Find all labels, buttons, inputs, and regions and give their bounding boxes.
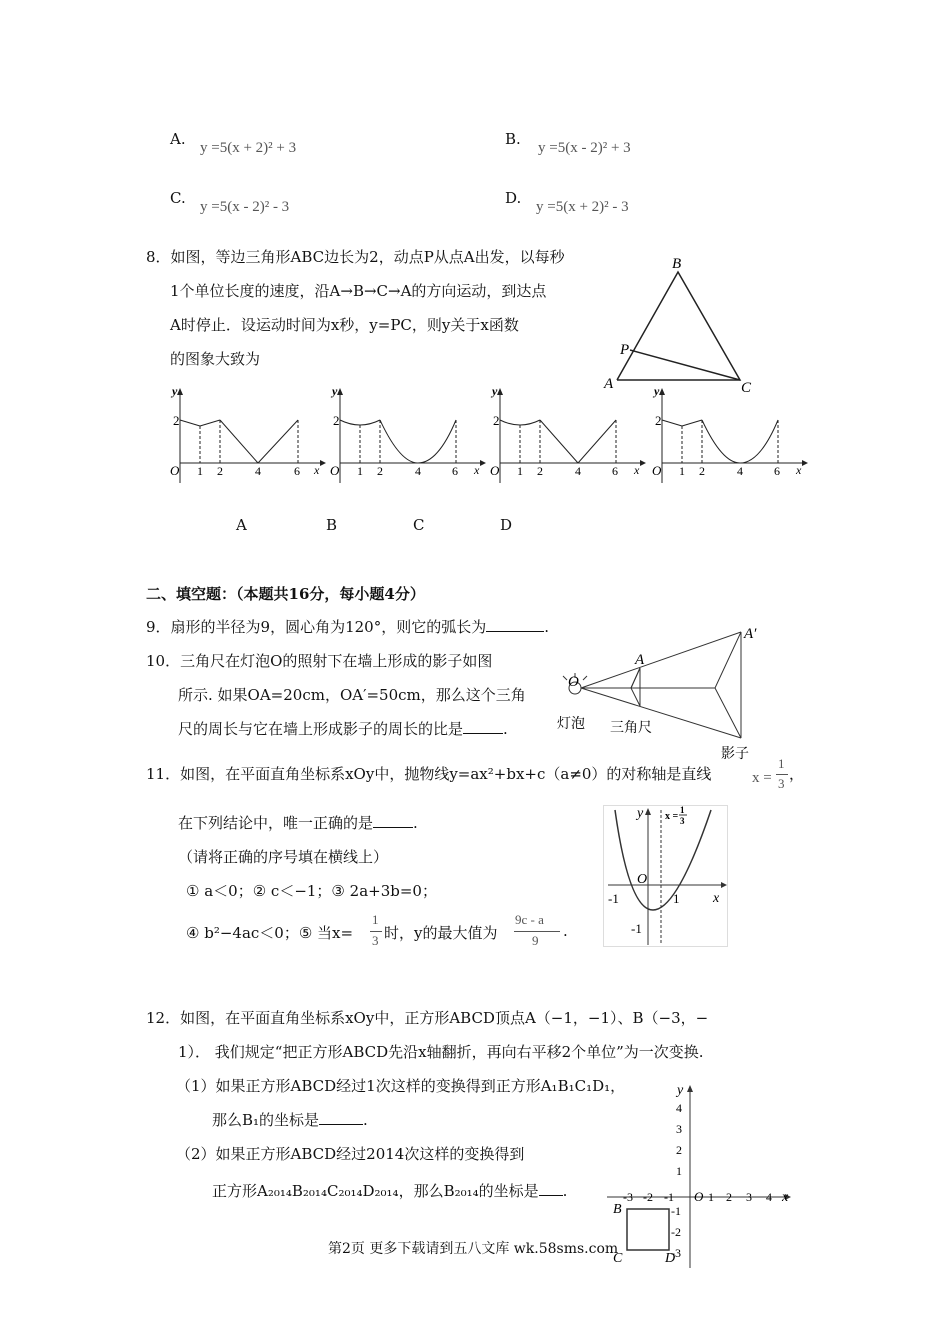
q11-line-5b: 时，y的最大值为 xyxy=(384,924,498,942)
svg-text:1: 1 xyxy=(673,891,680,906)
q8-line-1: 8．如图，等边三角形ABC边长为2，动点P从点A出发，以每秒 xyxy=(146,248,565,266)
svg-text:-2: -2 xyxy=(643,1190,653,1204)
svg-text:x =: x = xyxy=(665,811,679,822)
svg-text:O: O xyxy=(330,463,340,478)
svg-text:A′: A′ xyxy=(744,626,757,642)
q11-x-bar xyxy=(370,931,382,932)
svg-text:三角尺: 三角尺 xyxy=(610,721,652,736)
choice-c: C xyxy=(413,516,425,534)
q12-line-3: （1）如果正方形ABCD经过1次这样的变换得到正方形A₁B₁C₁D₁， xyxy=(176,1077,626,1095)
tri-label-p: P xyxy=(620,342,630,358)
svg-text:6: 6 xyxy=(774,464,780,478)
q11-axis-x: x = xyxy=(752,770,772,786)
q10-line-1: 10．三角尺在灯泡O的照射下在墙上形成的影子如图 xyxy=(146,652,493,670)
svg-text:1: 1 xyxy=(679,464,685,478)
option-b-formula: y =5(x - 2)² + 3 xyxy=(538,140,631,156)
q12-line-6: 正方形A₂₀₁₄B₂₀₁₄C₂₀₁₄D₂₀₁₄，那么B₂₀₁₄的坐标是 . xyxy=(212,1182,568,1200)
svg-text:-1: -1 xyxy=(631,921,642,936)
svg-text:4: 4 xyxy=(737,464,743,478)
svg-text:1: 1 xyxy=(357,464,363,478)
q11-max-bar xyxy=(514,931,560,932)
triangle-figure xyxy=(600,250,760,395)
q12-line-2: 1）． 我们规定“把正方形ABCD先沿x轴翻折，再向右平移2个单位”为一次变换. xyxy=(178,1043,704,1061)
section-title: 二、填空题：（本题共16分，每小题4分） xyxy=(146,585,425,603)
svg-text:1: 1 xyxy=(680,805,685,815)
svg-text:D: D xyxy=(665,1251,676,1266)
svg-text:2: 2 xyxy=(173,413,180,428)
option-a-label: A. xyxy=(170,130,186,148)
choice-d: D xyxy=(500,516,513,534)
q8-line-2: 1个单位长度的速度，沿A→B→C→A的方向运动，到达点 xyxy=(170,282,547,300)
q11-comma: ， xyxy=(789,765,805,783)
svg-text:-2: -2 xyxy=(671,1225,681,1239)
q11-frac-bar xyxy=(776,774,788,775)
choice-b: B xyxy=(326,516,338,534)
svg-text:O: O xyxy=(170,463,180,478)
graph-a xyxy=(160,383,330,493)
q8-line-3: A时停止．设运动时间为x秒，y=PC，则y关于x函数 xyxy=(170,316,519,334)
svg-text:x: x xyxy=(713,891,720,906)
svg-text:2: 2 xyxy=(537,464,543,478)
svg-text:2: 2 xyxy=(333,413,340,428)
option-b-label: B. xyxy=(505,130,521,148)
svg-text:1: 1 xyxy=(517,464,523,478)
tri-label-a: A xyxy=(604,376,614,392)
page-footer: 第2页 更多下载请到五八文库 wk.58sms.com xyxy=(328,1241,619,1257)
svg-text:6: 6 xyxy=(452,464,458,478)
svg-text:-1: -1 xyxy=(664,1190,674,1204)
q8-line-4: 的图象大致为 xyxy=(170,350,261,368)
option-c-label: C. xyxy=(170,189,186,207)
svg-text:2: 2 xyxy=(699,464,705,478)
parabola-figure xyxy=(603,805,728,947)
svg-text:y: y xyxy=(172,384,178,398)
svg-text:A: A xyxy=(635,652,645,668)
svg-text:x: x xyxy=(474,463,480,477)
q11-line-3: （请将正确的序号填在横线上） xyxy=(178,848,389,866)
tri-label-c: C xyxy=(741,380,752,396)
q11-x-num: 1 xyxy=(372,912,379,927)
q11-line-5: ④ b²−4ac＜0；⑤ 当x= xyxy=(186,924,354,942)
svg-text:O: O xyxy=(694,1189,704,1204)
svg-text:x: x xyxy=(634,463,640,477)
svg-text:O: O xyxy=(490,463,500,478)
svg-text:x: x xyxy=(314,463,320,477)
option-d-label: D. xyxy=(505,189,522,207)
square-coordinate-figure xyxy=(605,1082,795,1272)
svg-text:1: 1 xyxy=(708,1190,714,1204)
svg-text:C: C xyxy=(613,1251,623,1266)
q11-line-2: 在下列结论中，唯一正确的是 . xyxy=(178,814,418,832)
q12-line-5: （2）如果正方形ABCD经过2014次这样的变换得到 xyxy=(176,1145,525,1163)
svg-text:O: O xyxy=(652,463,662,478)
q12-line-4: 那么B₁的坐标是 . xyxy=(212,1111,368,1129)
svg-text:1: 1 xyxy=(197,464,203,478)
svg-text:y: y xyxy=(492,384,498,398)
svg-text:6: 6 xyxy=(612,464,618,478)
svg-text:灯泡: 灯泡 xyxy=(557,717,585,732)
q10-line-3: 尺的周长与它在墙上形成影子的周长的比是 . xyxy=(178,720,508,738)
graph-b xyxy=(320,383,490,493)
svg-text:4: 4 xyxy=(575,464,581,478)
svg-text:O: O xyxy=(568,674,579,690)
svg-text:4: 4 xyxy=(766,1190,772,1204)
svg-text:y: y xyxy=(332,384,338,398)
svg-text:y: y xyxy=(677,1083,684,1098)
svg-text:2: 2 xyxy=(726,1190,732,1204)
svg-text:3: 3 xyxy=(746,1190,752,1204)
q11-x-den: 3 xyxy=(372,933,379,948)
q11-max-den: 9 xyxy=(532,933,539,948)
q9-text: 9．扇形的半径为9，圆心角为120°，则它的弧长为 . xyxy=(146,618,550,636)
svg-text:3: 3 xyxy=(676,1122,682,1136)
option-c-formula: y =5(x - 2)² - 3 xyxy=(200,199,290,215)
graph-c xyxy=(480,383,650,493)
svg-text:1: 1 xyxy=(676,1164,682,1178)
svg-text:4: 4 xyxy=(255,464,261,478)
svg-text:3: 3 xyxy=(680,816,685,826)
graph-d xyxy=(642,383,812,493)
option-a-formula: y =5(x + 2)² + 3 xyxy=(200,140,297,156)
q11-max-num: 9c - a xyxy=(515,912,544,927)
svg-text:2: 2 xyxy=(377,464,383,478)
svg-text:B: B xyxy=(613,1202,622,1217)
svg-text:4: 4 xyxy=(676,1101,682,1115)
svg-text:O: O xyxy=(637,872,648,887)
svg-text:2: 2 xyxy=(493,413,500,428)
q11-frac-num: 1 xyxy=(778,756,785,771)
svg-text:影子: 影子 xyxy=(721,747,749,762)
q11-line-4: ① a＜0；② c＜−1；③ 2a+3b=0； xyxy=(186,882,437,900)
svg-text:2: 2 xyxy=(655,413,662,428)
svg-text:-3: -3 xyxy=(671,1246,681,1260)
svg-text:4: 4 xyxy=(415,464,421,478)
svg-text:-1: -1 xyxy=(608,891,619,906)
svg-text:x: x xyxy=(782,1190,789,1205)
q12-line-1: 12．如图，在平面直角坐标系xOy中，正方形ABCD顶点A（−1，−1）、B（−3，− xyxy=(146,1009,709,1027)
svg-text:-3: -3 xyxy=(623,1190,633,1204)
choice-a: A xyxy=(236,516,247,534)
q11-line-5-tail: . xyxy=(563,922,568,940)
q11-frac-den: 3 xyxy=(778,776,785,791)
tri-label-b: B xyxy=(672,256,682,272)
svg-text:2: 2 xyxy=(217,464,223,478)
q10-line-2: 所示. 如果OA=20cm，OA′=50cm，那么这个三角 xyxy=(178,686,526,704)
svg-text:y: y xyxy=(654,384,660,398)
svg-text:y: y xyxy=(637,806,644,821)
option-d-formula: y =5(x + 2)² - 3 xyxy=(536,199,629,215)
svg-text:x: x xyxy=(796,463,802,477)
q11-line-1: 11．如图，在平面直角坐标系xOy中，抛物线y=ax²+bx+c（a≠0）的对称轴是直线 xyxy=(146,765,712,783)
svg-text:2: 2 xyxy=(676,1143,682,1157)
svg-text:6: 6 xyxy=(294,464,300,478)
svg-text:-1: -1 xyxy=(671,1204,681,1218)
shadow-figure xyxy=(555,620,785,765)
